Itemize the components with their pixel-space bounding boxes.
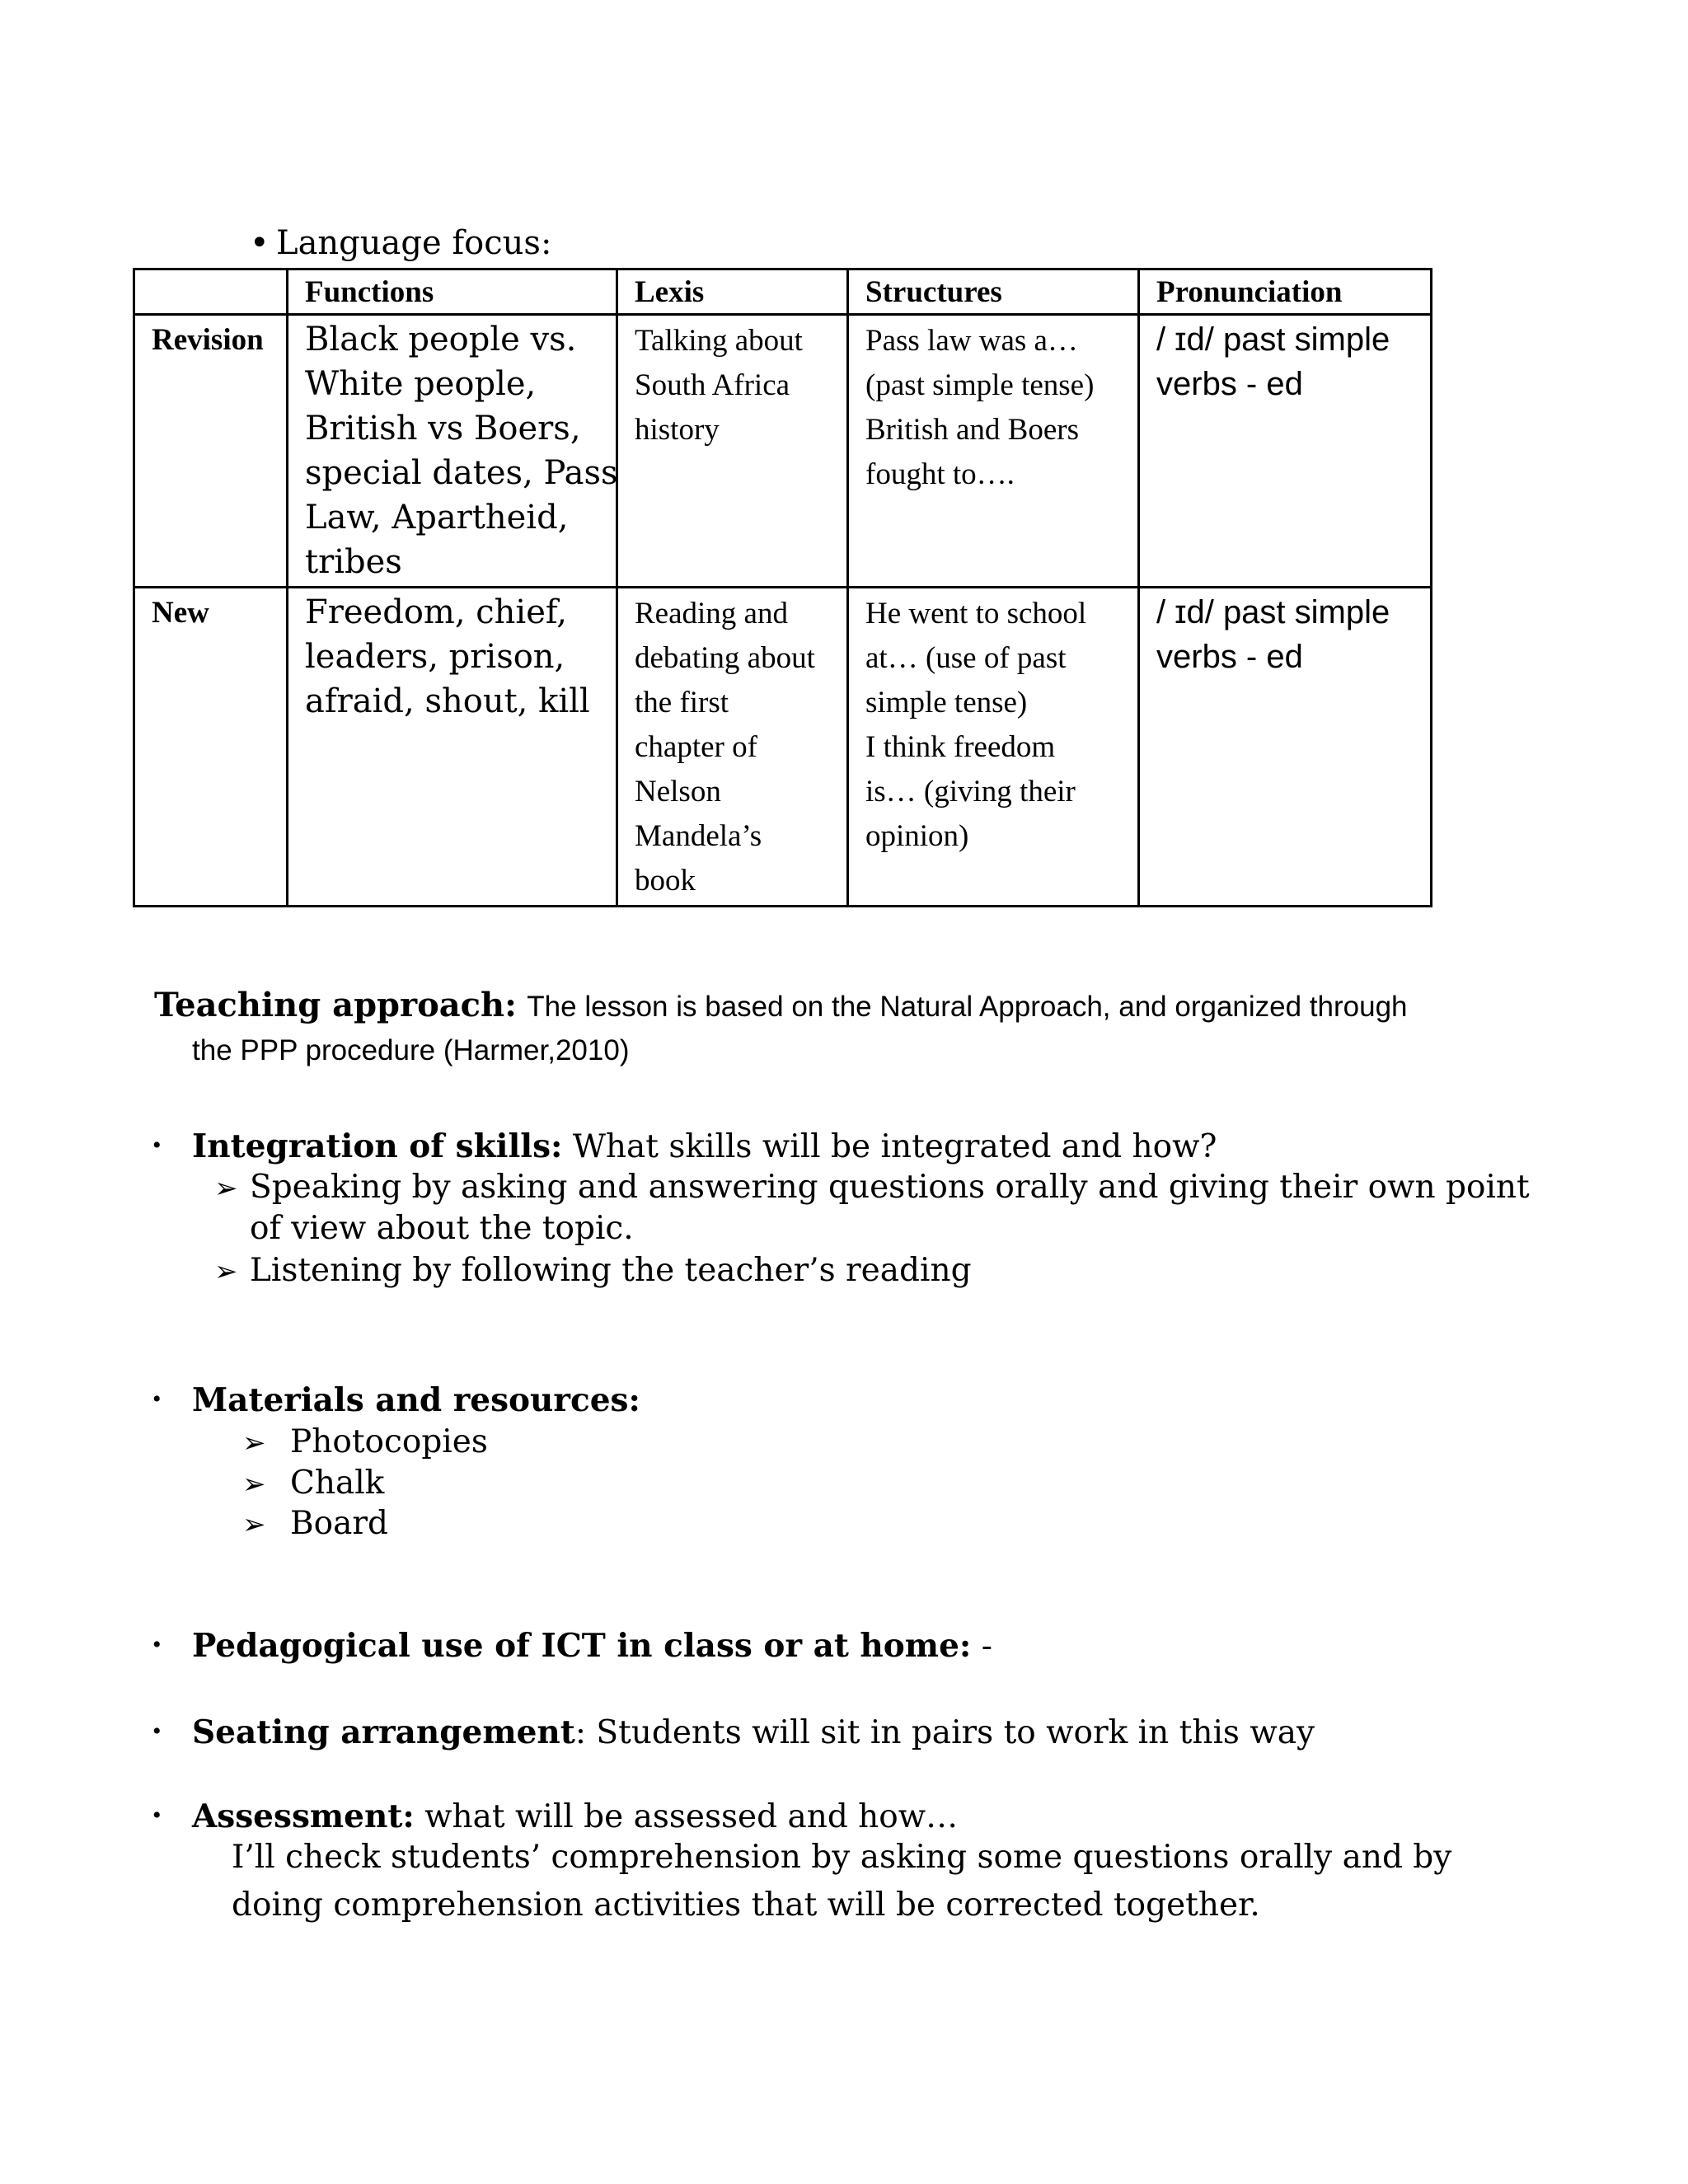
language-focus-heading <box>250 224 552 262</box>
table-header-row <box>134 269 1432 315</box>
table-row <box>134 315 1432 588</box>
cell-line: is… (giving their <box>865 775 1076 808</box>
ict-text: - <box>981 1628 992 1665</box>
cell-line: Black people vs. <box>305 321 577 359</box>
teaching-approach-line2: the PPP procedure (Harmer,2010) <box>192 1034 630 1066</box>
assessment-label: Assessment: <box>192 1797 415 1835</box>
materials-label: Materials and resources: <box>192 1381 640 1419</box>
cell-line: Talking about <box>635 324 803 358</box>
materials-heading <box>192 1381 640 1419</box>
teaching-approach <box>154 986 1408 1024</box>
materials-item: Chalk <box>290 1465 385 1502</box>
assessment-line: doing comprehension activities that will be corrected together. <box>232 1886 1260 1924</box>
lexis-cell <box>617 588 848 907</box>
integration-point-line: Speaking by asking and answering questions orally and giving their own point <box>250 1169 1530 1206</box>
integration-heading <box>192 1127 1217 1165</box>
cell-line: at… (use of past <box>865 641 1067 675</box>
structures-cell <box>848 588 1139 907</box>
functions-cell <box>288 588 617 907</box>
cell-line: the first <box>635 686 729 719</box>
pronunciation-cell <box>1139 315 1432 588</box>
cell-line: leaders, prison, <box>305 638 565 676</box>
cell-line: fought to…. <box>865 457 1015 491</box>
seating-label: Seating arrangement <box>192 1713 575 1751</box>
cell-line: special dates, Pass <box>305 454 618 492</box>
language-focus-table <box>133 268 1432 907</box>
integration-point-line: of view about the topic. <box>250 1210 634 1247</box>
arrow-bullet-icon: ➢ <box>214 1255 238 1288</box>
arrow-bullet-icon: ➢ <box>242 1468 266 1501</box>
cell-line: / ɪd/ past simple <box>1156 321 1390 358</box>
header-lexis: Lexis <box>617 269 848 315</box>
cell-line: verbs - ed <box>1156 639 1303 675</box>
arrow-bullet-icon: ➢ <box>242 1427 266 1460</box>
header-empty <box>134 269 288 315</box>
cell-line: chapter of <box>635 730 757 764</box>
cell-line: White people, <box>305 365 537 403</box>
ict-label: Pedagogical use of ICT in class or at home: <box>192 1627 972 1665</box>
cell-line: history <box>635 413 720 447</box>
cell-line: He went to school <box>865 597 1087 630</box>
bullet-icon: • <box>152 1802 162 1829</box>
assessment-heading <box>192 1797 958 1835</box>
bullet-icon: • <box>250 224 270 262</box>
bullet-icon: • <box>152 1385 162 1413</box>
cell-line: British and Boers <box>865 413 1079 447</box>
ict-heading <box>192 1627 992 1665</box>
header-pronunciation: Pronunciation <box>1139 269 1432 315</box>
cell-line: Law, Apartheid, <box>305 499 569 537</box>
row-label: Revision <box>134 315 288 588</box>
teaching-approach-label: Teaching approach: <box>154 986 517 1024</box>
cell-line: Nelson <box>635 775 721 808</box>
cell-line: (past simple tense) <box>865 368 1095 402</box>
seating-heading <box>192 1713 1315 1751</box>
bullet-icon: • <box>152 1132 162 1159</box>
cell-line: South Africa <box>635 368 790 402</box>
teaching-approach-text: The lesson is based on the Natural Approach, and organized through <box>527 991 1408 1023</box>
assessment-line: I’ll check students’ comprehension by asking some questions orally and by <box>232 1839 1452 1876</box>
header-functions: Functions <box>288 269 617 315</box>
cell-line: Freedom, chief, <box>305 593 567 631</box>
bullet-icon: • <box>152 1631 162 1658</box>
integration-label: Integration of skills: <box>192 1127 563 1165</box>
cell-line: afraid, shout, kill <box>305 682 590 720</box>
arrow-bullet-icon: ➢ <box>214 1172 238 1205</box>
cell-line: Pass law was a… <box>865 324 1078 358</box>
cell-line: / ɪd/ past simple <box>1156 594 1390 630</box>
row-label: New <box>134 588 288 907</box>
cell-line: opinion) <box>865 819 969 853</box>
lexis-cell <box>617 315 848 588</box>
cell-line: I think freedom <box>865 730 1056 764</box>
cell-line: verbs - ed <box>1156 366 1303 402</box>
integration-point-line: Listening by following the teacher’s reading <box>250 1252 972 1289</box>
cell-line: Mandela’s <box>635 819 762 853</box>
header-structures: Structures <box>848 269 1139 315</box>
seating-text: : Students will sit in pairs to work in this way <box>574 1714 1315 1751</box>
language-focus-label: Language focus: <box>276 224 552 262</box>
cell-line: debating about <box>635 641 815 675</box>
cell-line: Reading and <box>635 597 788 630</box>
table-row <box>134 588 1432 907</box>
assessment-text: what will be assessed and how… <box>424 1798 959 1835</box>
functions-cell <box>288 315 617 588</box>
structures-cell <box>848 315 1139 588</box>
materials-item: Board <box>290 1505 388 1542</box>
cell-line: book <box>635 864 696 898</box>
integration-text: What skills will be integrated and how? <box>572 1128 1217 1165</box>
bullet-icon: • <box>152 1718 162 1745</box>
cell-line: simple tense) <box>865 686 1028 719</box>
arrow-bullet-icon: ➢ <box>242 1508 266 1541</box>
materials-item: Photocopies <box>290 1423 488 1460</box>
pronunciation-cell <box>1139 588 1432 907</box>
cell-line: British vs Boers, <box>305 410 581 448</box>
cell-line: tribes <box>305 543 402 581</box>
